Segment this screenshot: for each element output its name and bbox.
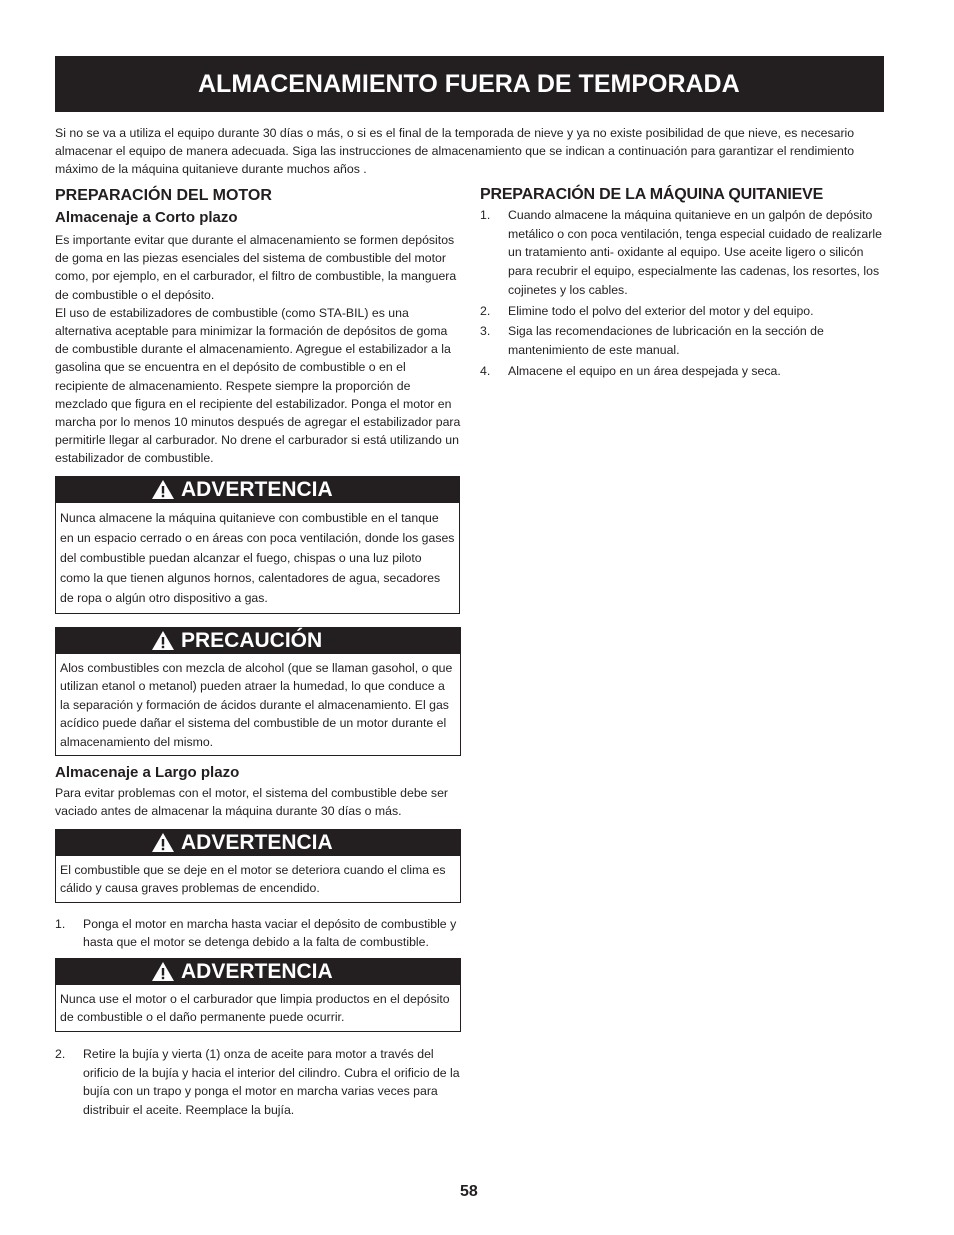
- right-column: [480, 184, 885, 380]
- machine-step-1: [480, 206, 885, 300]
- machine-step-2: [480, 302, 885, 321]
- caution-box-header: [56, 628, 460, 654]
- machine-step-2-number: 2.: [480, 303, 491, 318]
- machine-step-1-text: Cuando almacene la máquina quitanieve en un galpón de depósito metálico o con poca ventilación, tenga especial cuidado de realizarle un tratamiento anti- oxidante al equipo. Use aceite ligero o silicón para recubrir el equipo, especialmente las cadenas, los resortes, los cojinetes y los cables.: [508, 208, 882, 297]
- caution-box-title: PRECAUCIÓN: [181, 628, 323, 652]
- left-column: [55, 185, 461, 1120]
- machine-step-4-number: 4.: [480, 363, 491, 378]
- machine-step-3-text: Siga las recomendaciones de lubricación en la sección de mantenimiento de este manual.: [508, 324, 824, 357]
- short-term-paragraph-2: El uso de estabilizadores de combustible (como STA-BIL) es una alternativa aceptable para minimizar la formación de depósitos de goma de combustible durante el almacenamiento. Agregue el estabilizador a la gasolina que se encuentra en el depósito de combustible o en el recipiente de almacenamiento. Respete siempre la proporción de mezclado que figura en el recipiente del estabilizador. Ponga el motor en marcha por lo menos 10 minutos después de agregar el estabilizador para permitirle llegar al carburador. No drene el carburador si está utilizando un estabilizador de combustible.: [55, 305, 461, 466]
- short-term-paragraph-1: Es importante evitar que durante el almacenamiento se formen depósitos de goma en las piezas esenciales del sistema de combustible del motor como, por ejemplo, en el carburador, el filtro de combustible, la manguera de combustible o el depósito.: [55, 233, 457, 302]
- warning-box-1-title: ADVERTENCIA: [181, 477, 333, 501]
- caution-box-text: Alos combustibles con mezcla de alcohol (que se llaman gasohol, o que utilizan etanol o metanol) pueden atraer la humedad, lo que conduce a la separación y formación de ácidos durante el almacenamiento. El gas acídico puede dañar el sistema del combustible de un motor durante el almacenamiento del mismo.: [60, 660, 453, 749]
- long-term-heading: Almacenaje a Largo plazo: [55, 764, 240, 782]
- machine-step-4-text: Almacene el equipo en un área despejada y seca.: [508, 363, 781, 378]
- machine-prep-heading: PREPARACIÓN DE LA MÁQUINA QUITANIEVE: [480, 186, 824, 203]
- machine-step-4: [480, 362, 885, 381]
- warning-box-1-header: [56, 477, 459, 503]
- engine-step-1: [55, 915, 461, 952]
- engine-step-1-text: Ponga el motor en marcha hasta vaciar el depósito de combustible y hasta que el motor se detenga debido a la falta de combustible.: [83, 916, 457, 950]
- warning-box-3-header: [56, 959, 460, 985]
- warning-box-1: [55, 476, 460, 614]
- warning-box-3: [55, 958, 461, 1032]
- machine-step-2-text: Elimine todo el polvo del exterior del motor y del equipo.: [508, 303, 814, 318]
- warning-box-1-text: Nunca almacene la máquina quitanieve con combustible en el tanque en un espacio cerrado o en áreas con poca ventilación, donde los gases del combustible puedan alcanzar el fuego, chispas o una luz piloto como la que tienen algunos hornos, calentadores de agua, secadores de ropa o algún otro dispositivo a gas.: [60, 510, 455, 606]
- section-title: ALMACENAMIENTO FUERA DE TEMPORADA: [198, 70, 740, 98]
- engine-step-2-text: Retire la bujía y vierta (1) onza de aceite para motor a través del orificio de la bujía y hacia el interior del cilindro. Cubra el orificio de la bujía con un trapo y ponga el motor en marcha varias veces para distribuir el aceite. Reemplace la bujía.: [83, 1046, 460, 1118]
- section-banner: [55, 56, 884, 112]
- engine-step-2-number: 2.: [55, 1046, 66, 1061]
- caution-box: [55, 627, 461, 757]
- engine-step-1-number: 1.: [55, 916, 66, 931]
- engine-prep-heading: PREPARACIÓN DEL MOTOR: [55, 187, 272, 204]
- short-term-heading: Almacenaje a Corto plazo: [55, 209, 238, 226]
- machine-step-3-number: 3.: [480, 324, 491, 339]
- machine-step-1-number: 1.: [480, 208, 491, 222]
- warning-triangle-icon: [151, 832, 175, 853]
- warning-box-2-title: ADVERTENCIA: [181, 830, 333, 854]
- engine-step-2: [55, 1045, 461, 1120]
- warning-box-2-text: El combustible que se deje en el motor se deteriora cuando el clima es cálido y causa graves problemas de encendido.: [60, 862, 446, 896]
- warning-triangle-icon: [151, 961, 175, 982]
- warning-box-3-title: ADVERTENCIA: [181, 959, 333, 983]
- page-number: 58: [460, 1183, 478, 1200]
- warning-triangle-icon: [151, 479, 175, 500]
- machine-step-3: [480, 322, 885, 359]
- warning-triangle-icon: [151, 630, 175, 651]
- intro-paragraph: Si no se va a utiliza el equipo durante 30 días o más, o si es el final de la temporada de nieve y ya no existe posibilidad de que nieve, es necesario almacenar el equipo de manera adecuada. Siga las instrucciones de almacenamiento que se indican a continuación para garantizar el rendimiento máximo de la máquina quitanieve durante muchos años .: [55, 126, 855, 176]
- long-term-paragraph: Para evitar problemas con el motor, el sistema del combustible debe ser vaciado antes de almacenar la máquina durante 30 días o más.: [55, 786, 449, 819]
- warning-box-2-header: [56, 830, 460, 856]
- warning-box-2: [55, 829, 461, 903]
- warning-box-3-text: Nunca use el motor o el carburador que limpia productos en el depósito de combustible o el daño permanente puede ocurrir.: [60, 991, 450, 1025]
